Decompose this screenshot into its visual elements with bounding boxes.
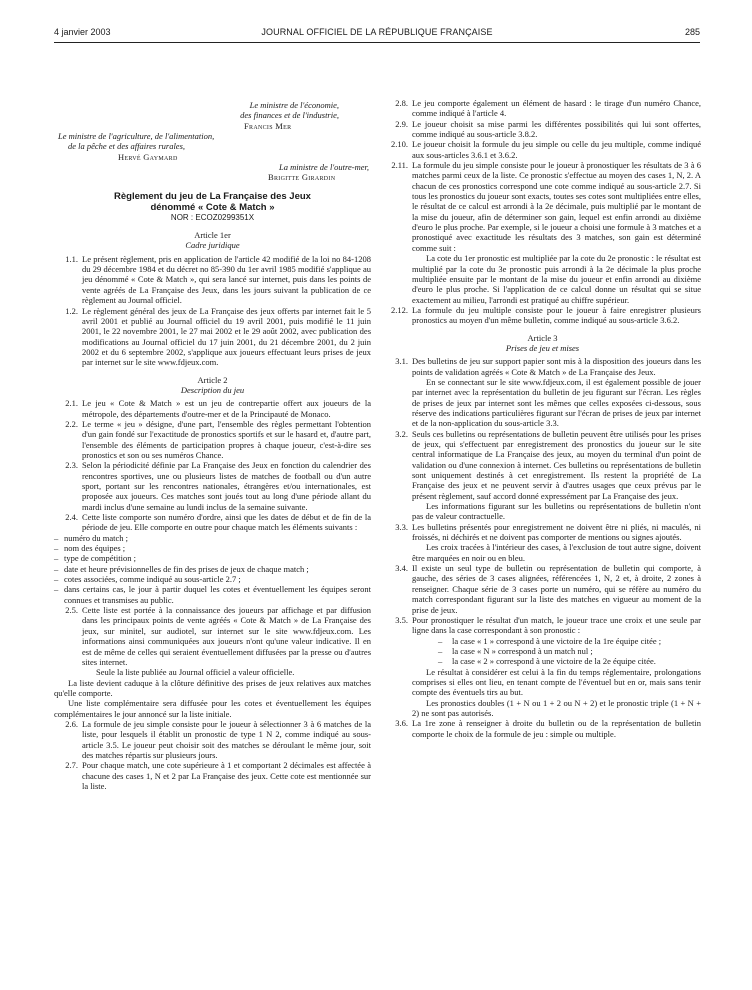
paragraph: 3.6. La 1re zone à renseigner à droite du bulletin ou de la représentation de bulletin comporte le choix de la formule de jeu : simple ou multiple. <box>395 718 701 739</box>
paragraph: 3.2. Seuls ces bulletins ou représentations de bulletin peuvent être utilisés pour les prises de jeux, qui s'effectuent par enregistrement des pronostics du joueur sur le site central informatique de La Française des jeux, au moyen du terminal d'un point de validation ou d'une connexion à internet. Ces bulletins ou représentations de bulletin sont uniquement destinés à cet enregistrement. Ils restent la propriété de La Française des jeux et ne peuvent servir à d'autres usages que ceux prévus par le présent règlement, sauf accord donné expressément par La Française des jeux. <box>395 428 701 501</box>
signature-title: des finances et de l'industrie, <box>240 110 339 121</box>
signature-title: La ministre de l'outre-mer, <box>279 162 369 173</box>
article-subtitle: Cadre juridique <box>185 240 240 251</box>
header-date: 4 janvier 2003 <box>54 27 111 37</box>
page-number: 285 <box>684 27 700 37</box>
paragraph: Seule la liste publiée au Journal officiel a valeur officielle. <box>96 667 295 678</box>
paragraph: En se connectant sur le site www.fdjeux.com, il est également possible de jouer par internet avec la représentation du bulletin de jeu figurant sur l'écran. Les règles de prises de jeux par internet sont les mêmes que celles exposées ci-dessous, sous réserve des indications particulières figurant sur l'écran de prises de jeux par internet et de la non-application du sous-article 3.3. <box>412 376 701 429</box>
paragraph: 1.2. Le règlement général des jeux de La Française des jeux offerts par internet fait le 5 avril 2001 et publié au Journal officiel du 19 avril 2001, puis modifié le 11 juin 2001, le 22 novembre 2001, le 27 mai 2002 et le 29 août 2002, avec publication des modifications au Journal officiel du 17 juin 2001, du 21 décembre 2001, du 2 juin 2002 et du 6 septembre 2002, s'applique aux joueurs effectuant leurs prises de jeux par internet sur le site www.fdjeux.com. <box>65 305 371 368</box>
signature-title: de la pêche et des affaires rurales, <box>68 141 186 152</box>
paragraph: 2.3. Selon la périodicité définie par La Française des Jeux en fonction du calendrier des rencontres sportives, une ou plusieurs listes de matches de football ou d'un autre sport, portant sur les rencontres nationales, étrangères et/ou internationales, est proposée aux joueurs. Ces matches sont joués tout au long d'une période allant du mardi inclus d'une semaine au lundi inclus de la semaine suivante. <box>65 460 371 512</box>
nor-reference: NOR : ECOZ0299351X <box>170 212 255 222</box>
paragraph: 3.1. Des bulletins de jeu sur support papier sont mis à la disposition des joueurs dans les points de validation agréés « Cote & Match » de La Française des Jeux. <box>395 356 701 377</box>
list-item: – la case « 1 » correspond à une victoire de la 1re équipe citée ; <box>438 635 662 646</box>
list-item: – nom des équipes ; <box>54 543 126 554</box>
paragraph: 2.4. Cette liste comporte son numéro d'ordre, ainsi que les dates de début et de fin de la période de jeu. Elle comporte en outre pour chaque match les éléments suivants : <box>65 512 371 533</box>
list-item: – type de compétition ; <box>54 553 136 564</box>
list-item: – la case « 2 » correspond à une victoire de la 2e équipe citée. <box>438 656 656 667</box>
signature-name: Hervé Gaymard <box>118 151 178 162</box>
paragraph: 2.9. Le joueur choisit sa mise parmi les différentes possibilités qui lui sont offertes, comme indiqué au sous-article 3.8.2. <box>395 118 701 140</box>
right-column <box>384 98 701 739</box>
left-column <box>54 100 371 791</box>
paragraph: Le résultat à considérer est celui à la fin du temps réglementaire, prolongations comprises si elles ont lieu, en tenant compte de l'éventuel but en or, mais sans tenir compte des éventuels tirs au but. <box>412 666 701 698</box>
document-title: Règlement du jeu de La Française des Jeux <box>114 190 311 202</box>
article-heading: Article 3 <box>527 332 558 343</box>
signature-title: Le ministre de l'économie, <box>249 100 339 110</box>
paragraph: 2.1. Le jeu « Cote & Match » est un jeu de contrepartie offert aux joueurs de la métropole, des départements d'outre-mer et de la Principauté de Monaco. <box>65 398 371 419</box>
list-item: – numéro du match ; <box>54 532 128 543</box>
document-title: dénommé « Cote & Match » <box>150 201 275 213</box>
paragraph: 2.7. Pour chaque match, une cote supérieure à 1 et comportant 2 décimales est affectée à chacune des cases 1, N et 2 par La Française des jeux. Cette cote est mentionnée sur la liste. <box>65 760 371 791</box>
header-rule <box>54 42 700 43</box>
article-heading: Article 1er <box>194 230 231 241</box>
paragraph: Les informations figurant sur les bulletins ou représentations de bulletin n'ont pas de valeur contractuelle. <box>412 501 701 522</box>
list-item: – date et heure prévisionnelles de fin des prises de jeux de chaque match ; <box>54 563 309 574</box>
paragraph: La liste devient caduque à la clôture définitive des prises de jeux relatives aux matches qu'elle comporte. <box>54 677 371 698</box>
article-subtitle: Prises de jeu et mises <box>505 342 580 353</box>
list-item: – la case « N » correspond à un match nul ; <box>438 645 593 656</box>
paragraph: 3.3. Les bulletins présentés pour enregistrement ne doivent être ni pliés, ni maculés, ni froissés, ni déchirés et ne doivent pas comporter de mentions ou signes ajoutés. <box>395 521 701 543</box>
list-item: – cotes associées, comme indiqué au sous-article 2.7 ; <box>54 574 241 585</box>
paragraph: 1.1. Le présent règlement, pris en application de l'article 42 modifié de la loi no 84-1208 du 29 décembre 1984 et du décret no 85-390 du 1er avril 1985 modifié s'applique au jeu dénommé « Cote & Match », qui sera lancé sur internet, puis dans les points de vente agréés de La Française des Jeux, dans les jours suivant la publication de ce règlement au Journal officiel. <box>65 253 371 306</box>
article-heading: Article 2 <box>197 374 228 385</box>
list-item: – dans certains cas, le jour à partir duquel les cotes et éventuellement les équipes seront connues et transmises au public. <box>54 584 371 605</box>
paragraph: 2.2. Le terme « jeu » désigne, d'une part, l'ensemble des règles permettant l'obtention d'un gain fondé sur l'exactitude de pronostics sportifs et sur le hasard et, d'autre part, l'ensemble des éléments de participation propres à chaque joueur, c'est-à-dire ses pronostics et son ou ses numéros Chance. <box>65 418 371 460</box>
paragraph: La cote du 1er pronostic est multipliée par la cote du 2e pronostic : le résultat est multiplié par la cote du 3e pronostic puis arrondi à la 2e décimale la plus proche multipliée ensuite par le montant de la mise du joueur et enfin arrondi au dixième d'euro le plus proche. Si l'application de ce calcul donne un résultat qui se situe exactement au milieu, l'arrondi est pratiqué au chiffre supérieur. <box>412 253 701 305</box>
signature-name: Brigitte Girardin <box>268 172 336 183</box>
paragraph: 2.8. Le jeu comporte également un élément de hasard : le tirage d'un numéro Chance, comme indiqué à l'article 4. <box>395 98 701 119</box>
paragraph: 2.6. La formule de jeu simple consiste pour le joueur à sélectionner 3 à 6 matches de la liste, pour lesquels il établit un pronostic de type 1 N 2, comme indiqué au sous-article 3.5. Le joueur peut choisir soit des matches se déroulant le même jour, soit des matches répartis sur plusieurs jours. <box>65 718 371 760</box>
signature-name: Francis Mer <box>244 120 292 131</box>
paragraph: Une liste complémentaire sera diffusée pour les cotes et éventuellement les équipes complémentaires le jour annoncé sur la liste initiale. <box>54 698 371 719</box>
journal-title: JOURNAL OFFICIEL DE LA RÉPUBLIQUE FRANÇAISE <box>261 27 493 37</box>
paragraph: 2.12. La formule du jeu multiple consiste pour le joueur à faire enregistrer plusieurs pronostics au moyen d'un même bulletin, comme indiqué au sous-article 3.6.2. <box>391 304 701 326</box>
paragraph: 2.11. La formule du jeu simple consiste pour le joueur à pronostiquer les résultats de 3 à 6 matches parmi ceux de la liste. Ce pronostic s'effectue au moyen des cases 1, N, 2. A chacun de ces pronostics correspond une cote comme indiqué au sous-article 2.7. Si tous les pronostics du joueur sont exacts, toutes ses cotes sont multipliées entre elles, le résultat de ce calcul est arrondi à la 2e décimale, puis multiplié par le montant de la mise du joueur, afin de déterminer son gain, lequel est enfin arrondi au dixième d'euro le plus proche. Par exemple, si le joueur a choisi une formule à 3 matches et a pronostiqué avec exactitude les résultats des 3 matches, son gain est déterminé comme suit : <box>391 160 701 253</box>
article-subtitle: Description du jeu <box>180 384 245 395</box>
paragraph: Les pronostics doubles (1 + N ou 1 + 2 ou N + 2) et le pronostic triple (1 + N + 2) ne sont pas autorisés. <box>412 697 701 718</box>
signature-title: Le ministre de l'agriculture, de l'alimentation, <box>58 131 215 142</box>
paragraph: 3.5. Pour pronostiquer le résultat d'un match, le joueur trace une croix et une seule par ligne dans la case correspondant à son pronostic : <box>395 614 701 636</box>
paragraph: 3.4. Il existe un seul type de bulletin ou représentation de bulletin qui comporte, à gauche, des séries de 3 cases alignées, référencées 1, N, 2 et, à droite, 2 zones à renseigner. Chaque série de 3 cases porte un numéro, qui se réfère au numéro du match correspondant figurant sur la liste des matches en vigueur au moment de la prise de jeux. <box>395 563 701 615</box>
page-header <box>54 27 700 41</box>
paragraph: 2.10. Le joueur choisit la formule du jeu simple ou celle du jeu multiple, comme indiqué aux sous-articles 3.6.1 et 3.6.2. <box>391 139 701 160</box>
paragraph: 2.5. Cette liste est portée à la connaissance des joueurs par affichage et par diffusion dans les principaux points de vente agréés « Cote & Match » de La Française des jeux, sur minitel, sur audiotel, sur internet sur le site www.fdjeux.com. Les informations ainsi communiquées aux joueurs n'ont qu'une valeur indicative. Il en est de même de celles qui seraient éventuellement diffusées par la presse ou d'autres sites internet. <box>65 605 371 667</box>
paragraph: Les croix tracées à l'intérieur des cases, à l'exclusion de tout autre signe, doivent être marquées en noir ou en bleu. <box>412 542 701 563</box>
